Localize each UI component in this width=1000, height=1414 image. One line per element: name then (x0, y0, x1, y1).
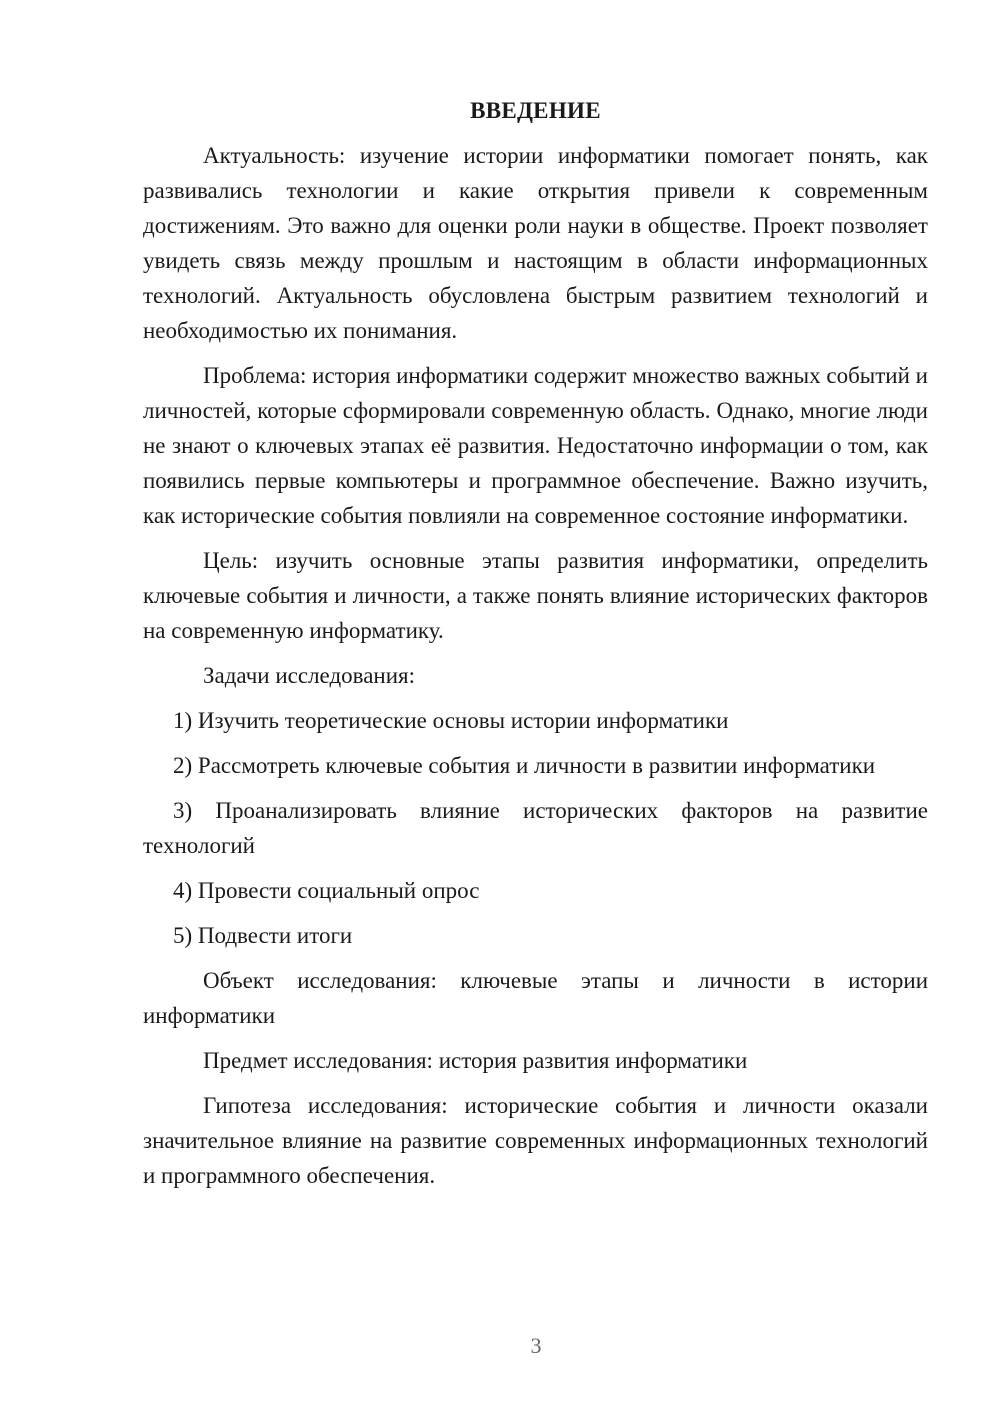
hypothesis-paragraph: Гипотеза исследования: исторические события и личности оказали значительное влияние на развитие современных информационных технологий и программного обеспечения. (143, 1093, 928, 1188)
research-subject-paragraph: Предмет исследования: история развития информатики (203, 1048, 748, 1073)
task-item-5: 5) Подвести итоги (173, 923, 353, 948)
page-number: 3 (530, 1333, 542, 1358)
task-item-3: 3) Проанализировать влияние исторических факторов на развитие технологий (143, 798, 928, 858)
goal-paragraph: Цель: изучить основные этапы развития информатики, определить ключевые события и личности, а также понять влияние исторических факторов на современную информатику. (143, 548, 928, 643)
research-object-paragraph: Объект исследования: ключевые этапы и личности в истории информатики (143, 968, 928, 1028)
relevance-paragraph: Актуальность: изучение истории информатики помогает понять, как развивались технологии и какие открытия привели к современным достижениям. Это важно для оценки роли науки в обществе. Проект позволяет увидеть связь между прошлым и настоящим в области информационных технологий. Актуальность обусловлена быстрым развитием технологий и необходимостью их понимания. (143, 143, 928, 343)
task-item-4: 4) Провести социальный опрос (173, 878, 480, 903)
task-item-1: 1) Изучить теоретические основы истории информатики (173, 708, 729, 733)
tasks-heading: Задачи исследования: (203, 663, 416, 688)
problem-paragraph: Проблема: история информатики содержит множество важных событий и личностей, которые сформировали современную область. Однако, многие люди не знают о ключевых этапах её развития. Недостаточно информации о том, как появились первые компьютеры и программное обеспечение. Важно изучить, как исторические события повлияли на современное состояние информатики. (143, 363, 928, 528)
page-title: ВВЕДЕНИЕ (470, 98, 601, 123)
task-item-2: 2) Рассмотреть ключевые события и личности в развитии информатики (173, 753, 876, 778)
page-content (143, 93, 928, 1193)
